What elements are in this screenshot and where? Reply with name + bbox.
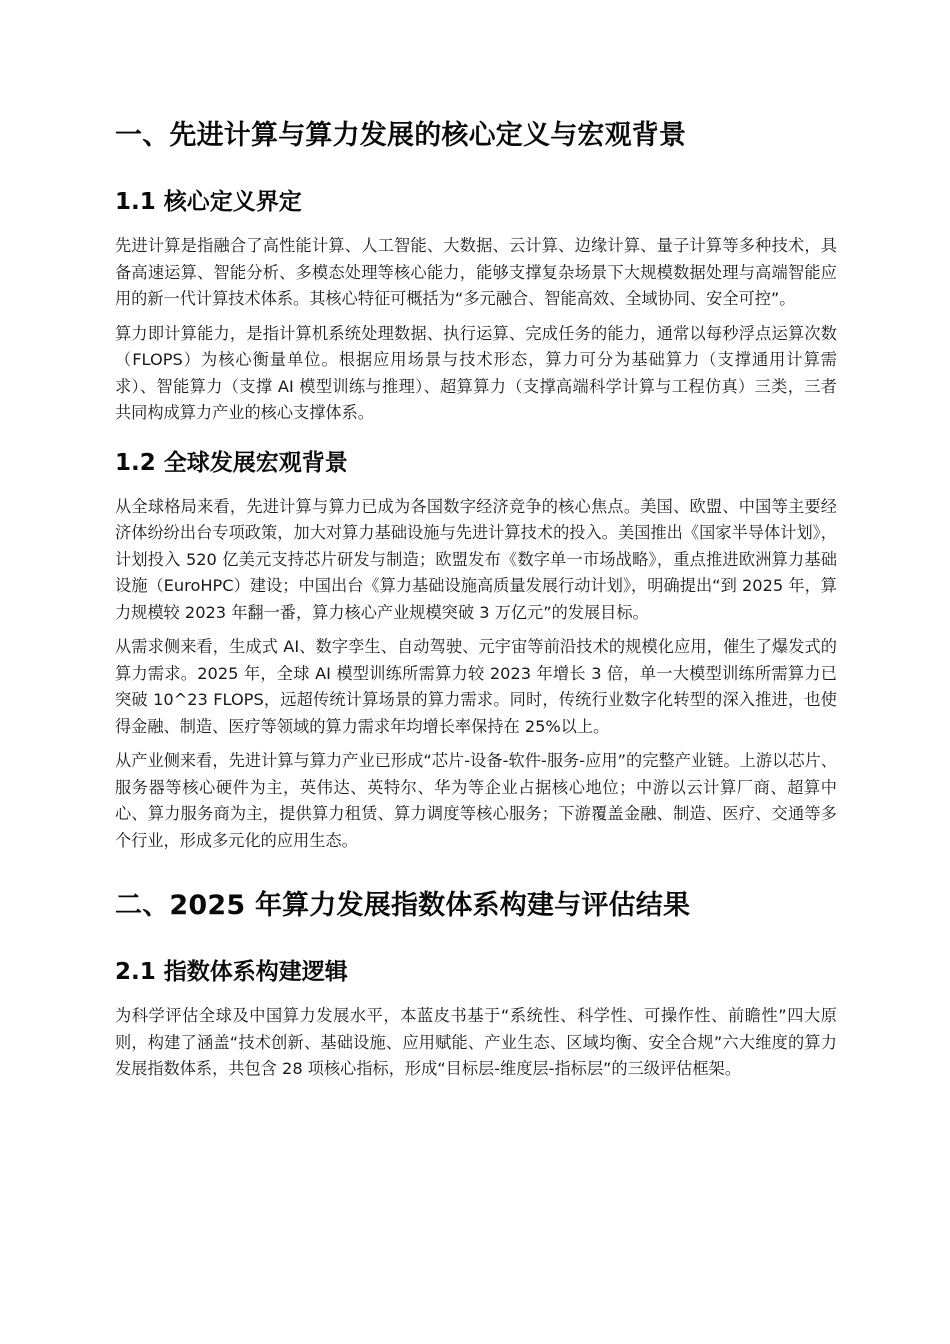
section-1-heading: 一、先进计算与算力发展的核心定义与宏观背景 [115,120,687,151]
section-2-heading: 二、2025 年算力发展指数体系构建与评估结果 [115,890,691,921]
section-2-1-heading: 2.1 指数体系构建逻辑 [115,959,348,985]
paragraph: 先进计算是指融合了高性能计算、人工智能、大数据、云计算、边缘计算、量子计算等多种技术，具备高速运算、智能分析、多模态处理等核心能力，能够支撑复杂场景下大规模数据处理与高端智能应用的新一代计算技术体系。其核心特征可概括为“多元融合、智能高效、全域协同、安全可控”。 [115,236,837,308]
section-1-1-heading: 1.1 核心定义界定 [115,189,302,215]
document-page [115,112,837,1083]
paragraph: 算力即计算能力，是指计算机系统处理数据、执行运算、完成任务的能力，通常以每秒浮点运算次数（FLOPS）为核心衡量单位。根据应用场景与技术形态，算力可分为基础算力（支撑通用计算需求）、智能算力（支撑 AI 模型训练与推理）、超算算力（支撑高端科学计算与工程仿真）三类，三者共同构成算力产业的核心支撑体系。 [115,323,837,422]
paragraph: 从产业侧来看，先进计算与算力产业已形成“芯片-设备-软件-服务-应用”的完整产业链。上游以芯片、服务器等核心硬件为主，英伟达、英特尔、华为等企业占据核心地位；中游以云计算厂商、超算中心、算力服务商为主，提供算力租赁、算力调度等核心服务；下游覆盖金融、制造、医疗、交通等多个行业，形成多元化的应用生态。 [115,751,837,850]
paragraph: 从全球格局来看，先进计算与算力已成为各国数字经济竞争的核心焦点。美国、欧盟、中国等主要经济体纷纷出台专项政策，加大对算力基础设施与先进计算技术的投入。美国推出《国家半导体计划》，计划投入 520 亿美元支持芯片研发与制造；欧盟发布《数字单一市场战略》，重点推进欧洲算力基础设施（EuroHPC）建设；中国出台《算力基础设施高质量发展行动计划》，明确提出“到 2025 年，算力规模较 2023 年翻一番，算力核心产业规模突破 3 万亿元”的发展目标。 [115,496,837,622]
paragraph: 为科学评估全球及中国算力发展水平，本蓝皮书基于“系统性、科学性、可操作性、前瞻性”四大原则，构建了涵盖“技术创新、基础设施、应用赋能、产业生态、区域均衡、安全合规”六大维度的算力发展指数体系，共包含 28 项核心指标，形成“目标层-维度层-指标层”的三级评估框架。 [115,1006,837,1078]
paragraph: 从需求侧来看，生成式 AI、数字孪生、自动驾驶、元宇宙等前沿技术的规模化应用，催生了爆发式的算力需求。2025 年，全球 AI 模型训练所需算力较 2023 年增长 3 倍，单一大模型训练所需算力已突破 10^23 FLOPS，远超传统计算场景的算力需求。同时，传统行业数字化转型的深入推进，也使得金融、制造、医疗等领域的算力需求年均增长率保持在 25%以上。 [115,637,837,736]
section-1-2-heading: 1.2 全球发展宏观背景 [115,449,348,476]
